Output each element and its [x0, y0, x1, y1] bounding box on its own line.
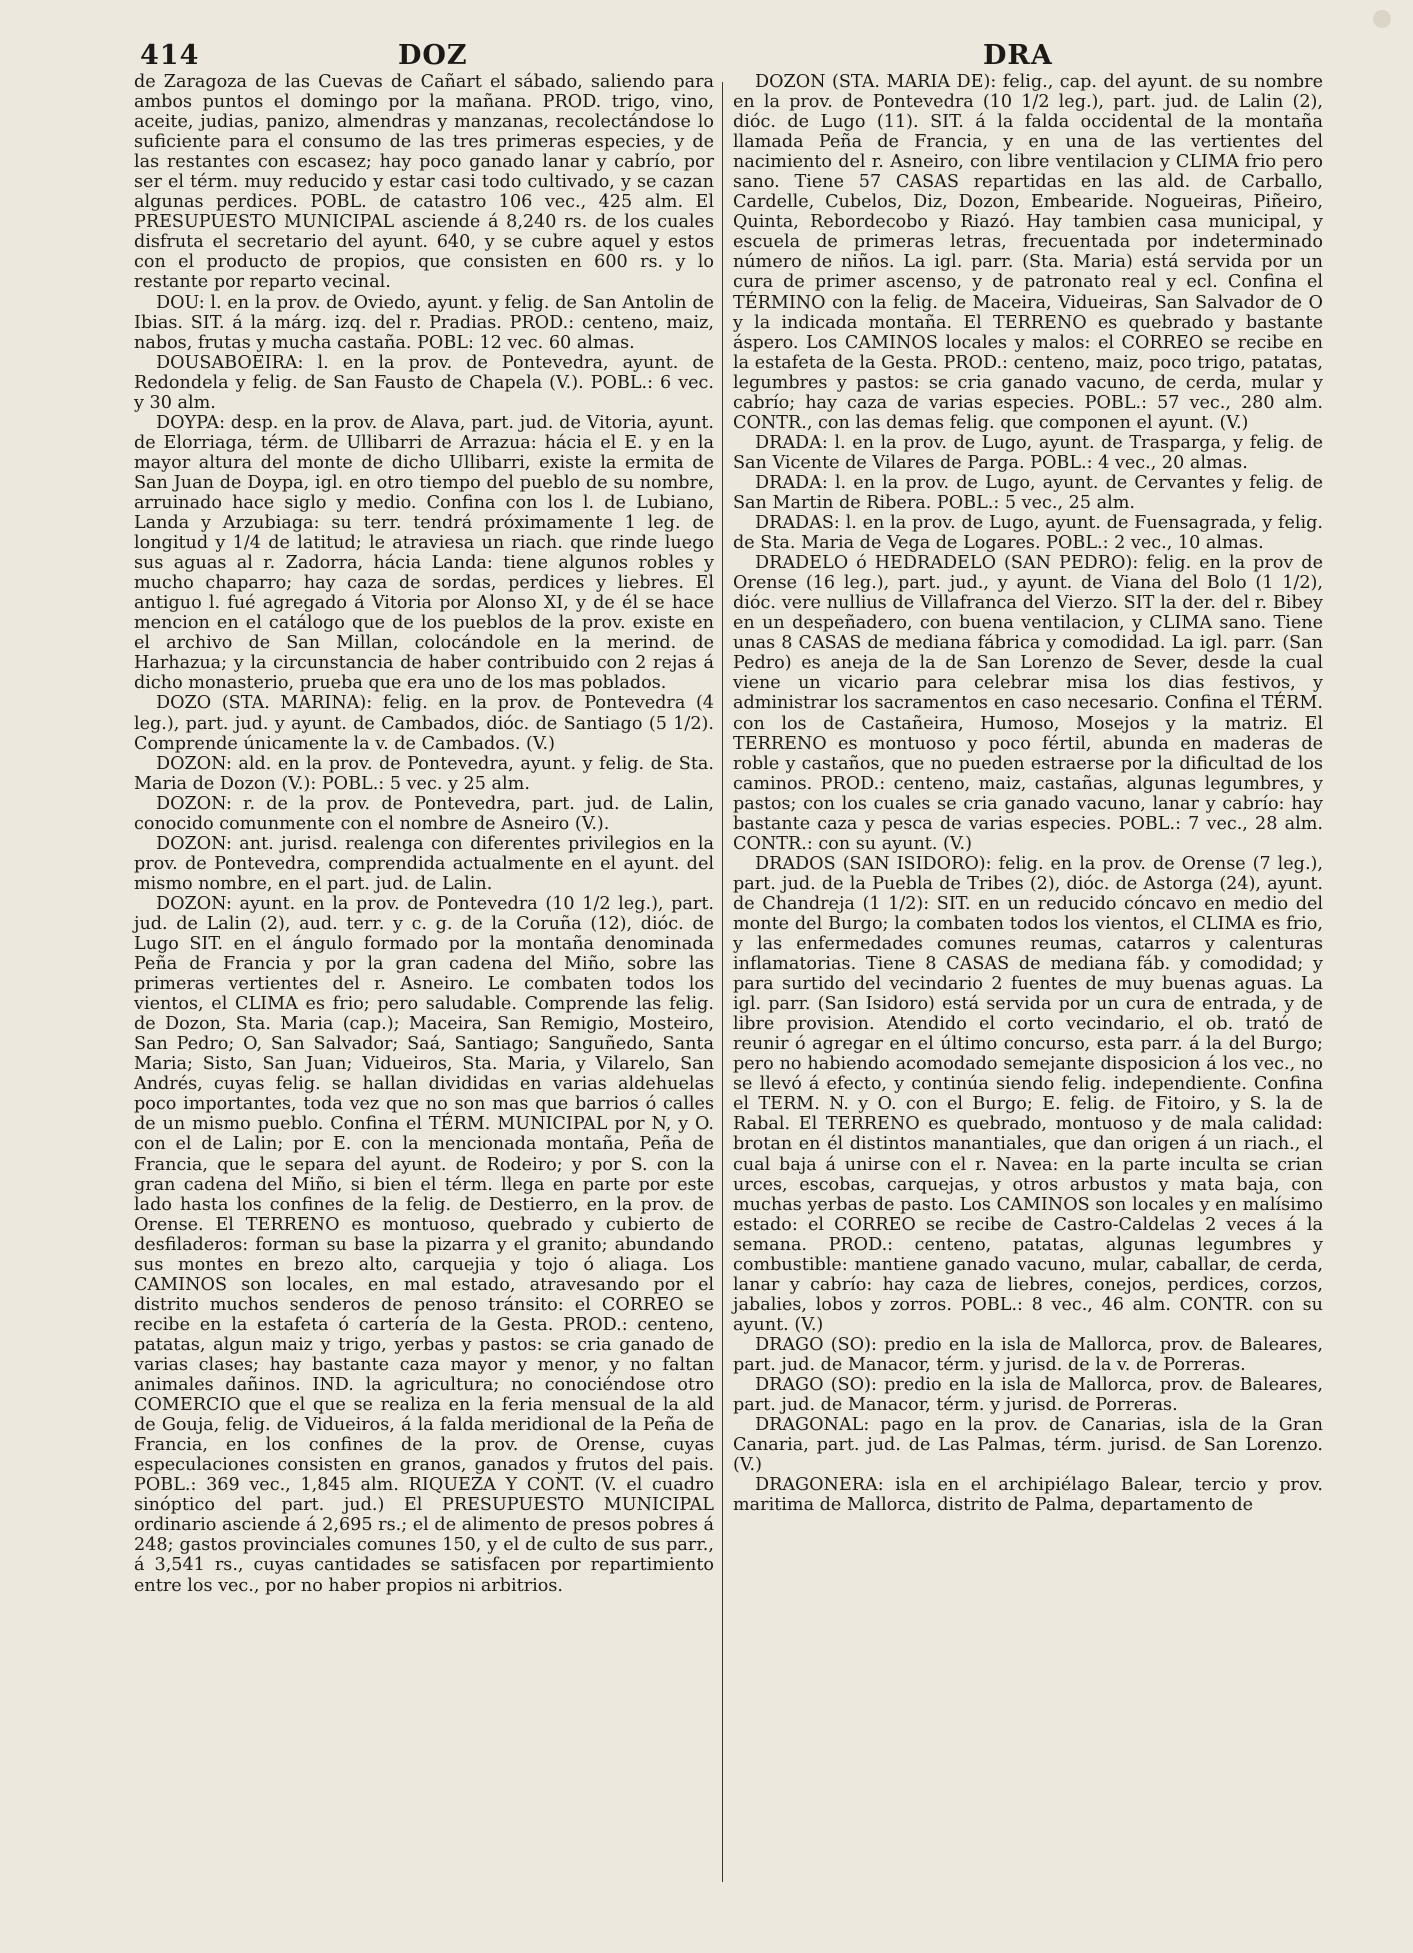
entry-drada-1: DRADA: l. en la prov. de Lugo, ayunt. de Trasparga, y felig. de San Vicente de Vilares de Parga. POBL.: 4 vec., 20 almas.: [733, 432, 1323, 473]
page-number: 414: [140, 40, 200, 71]
entry-dozo: DOZO (STA. MARINA): felig. en la prov. de Pontevedra (4 leg.), part. jud. y ayunt. de Cambados, dióc. de Santiago (5 1/2). Comprende únicamente la v. de Cambados. (V.): [134, 693, 714, 754]
entry-dragonal: DRAGONAL: pago en la prov. de Canarias, isla de la Gran Canaria, part. jud. de Las Palmas, térm. jurisd. de San Lorenzo. (V.): [733, 1415, 1323, 1476]
entry-dradas: DRADAS: l. en la prov. de Lugo, ayunt. de Fuensagrada, y felig. de Sta. Maria de Vega de Logares. POBL.: 2 vec., 10 almas.: [733, 513, 1323, 554]
entry-continuation: de Zaragoza de las Cuevas de Cañart el sábado, saliendo para ambos puntos el domingo por la mañana. PROD. trigo, vino, aceite, judias, panizo, almendras y manzanas, recolectándose lo suficiente para el consumo de las tres primeras especies, y de las restantes con escasez; hay poco ganado lanar y cabrío, por ser el térm. muy reducido y estar casi todo cultivado, y se cazan algunas perdices. POBL. de catastro 106 vec., 425 alm. El PRESUPUESTO MUNICIPAL asciende á 8,240 rs. de los cuales disfruta el secretario del ayunt. 640, y se cubre aquel y estos con el producto de propios, que consisten en 600 rs. y lo restante por reparto vecinal.: [134, 72, 714, 293]
entry-dozon-jurisd: DOZON: ant. jurisd. realenga con diferentes privilegios en la prov. de Pontevedra, comprendida actualmente en el ayunt. del mismo nombre, en el part. jud. de Lalin.: [134, 833, 714, 894]
entry-dragonera: DRAGONERA: isla en el archipiélago Balear, tercio y prov. maritima de Mallorca, distrito de Palma, departamento de: [733, 1475, 1323, 1516]
entry-doypa: DOYPA: desp. en la prov. de Alava, part. jud. de Vitoria, ayunt. de Elorriaga, térm. de Ullibarri de Arrazua: hácia el E. y en la mayor altura del monte de dicho Ullibarri, existe la ermita de San Juan de Doypa, igl. en otro tiempo del pueblo de su nombre, arruinado hace siglo y medio. Confina con los l. de Lubiano, Landa y Arzubiaga: su terr. tendrá próximamente 1 leg. de longitud y 1/4 de latitud; le atraviesa un riach. que rinde luego sus aguas al r. Zadorra, hácia Landa: tiene algunos robles y mucho chaparro; hay caza de sordas, perdices y liebres. El antiguo l. fué agregado á Vitoria por Alonso XI, y de él se hace mencion en el catálogo que de los pueblos de la prov. existe en el archivo de San Millan, colocándole en la merind. de Harhazua; y la circunstancia de haber contribuido con 2 rejas á dicho monasterio, prueba que era uno de los mas poblados.: [134, 412, 714, 694]
entry-drados: DRADOS (SAN ISIDORO): felig. en la prov. de Orense (7 leg.), part. jud. de la Puebla de Tribes (2), dióc. de Astorga (24), ayunt. de Chandreja (1 1/2): SIT. en un reducido cóncavo en medio del monte del Burgo; la combaten todos los vientos, el CLIMA es frio, y las enfermedades comunes reumas, catarros y calenturas inflamatorias. Tiene 8 CASAS de mediana fáb. y comodidad; y para surtido del vecindario 2 fuentes de muy buenas aguas. La igl. parr. (San Isidoro) está servida por un cura de entrada, y de libre provision. Atendido el corto vecindario, el ob. trató de reunir ó agregar en el último concurso, esta parr. á la del Burgo; pero no habiendo acomodado semejante disposicion á los vec., no se llevó á efecto, y continúa siendo felig. independiente. Confina el TERM. N. y O. con el Burgo; E. felig. de Fitoiro, y S. la de Rabal. El TERRENO es quebrado, montuoso y de mala calidad: brotan en él distintos manantiales, que dan origen á un riach., el cual baja á unirse con el r. Navea: en la parte inculta se crian urces, escobas, carquejas, y otros arbustos y mata baja, con muchas yerbas de pasto. Los CAMINOS son locales y en malísimo estado: el CORREO se recibe de Castro-Caldelas 2 veces á la semana. PROD.: centeno, patatas, algunas legumbres y combustible: mantiene ganado vacuno, mular, caballar, de cerda, lanar y cabrío: hay caza de liebres, conejos, perdices, corzos, jabalies, lobos y zorros. POBL.: 8 vec., 46 alm. CONTR. con su ayunt. (V.): [733, 853, 1323, 1335]
entry-dradelo: DRADELO ó HEDRADELO (SAN PEDRO): felig. en la prov de Orense (16 leg.), part. jud., y ayunt. de Viana del Bolo (1 1/2), dióc. vere nullius de Villafranca del Vierzo. SIT la der. del r. Bibey en un despeñadero, con buena ventilacion, y CLIMA sano. Tiene unas 8 CASAS de mediana fábrica y comodidad. La igl. parr. (San Pedro) es aneja de la de San Lorenzo de Sever, desde la cual viene un vicario para celebrar misa los dias festivos, y administrar los sacramentos en caso necesario. Confina el TÉRM. con los de Castañeira, Humoso, Mosejos y la matriz. El TERRENO es montuoso y poco fértil, abunda en maderas de roble y castaños, que no pueden estraerse por la dificultad de los caminos. PROD.: centeno, maiz, castañas, algunas legumbres, y pastos; con los cuales se cria ganado vacuno, lanar y cabrío: hay bastante caza y pesca de varias especies. POBL.: 7 vec., 28 alm. CONTR.: con su ayunt. (V.): [733, 553, 1323, 854]
column-divider: [722, 82, 723, 1882]
entry-dou: DOU: l. en la prov. de Oviedo, ayunt. y felig. de San Antolin de Ibias. SIT. á la márg. izq. del r. Pradias. PROD.: centeno, maiz, nabos, frutas y mucha castaña. POBL: 12 vec. 60 almas.: [134, 292, 714, 353]
entry-drago-1: DRAGO (SO): predio en la isla de Mallorca, prov. de Baleares, part. jud. de Manacor, térm. y jurisd. de la v. de Porreras.: [733, 1334, 1323, 1375]
right-running-head: DRA: [983, 40, 1053, 71]
entry-dousaboeira: DOUSABOEIRA: l. en la prov. de Pontevedra, ayunt. de Redondela y felig. de San Fausto de Chapela (V.). POBL.: 6 vec. y 30 alm.: [134, 352, 714, 413]
entry-drada-2: DRADA: l. en la prov. de Lugo, ayunt. de Cervantes y felig. de San Martin de Ribera. POBL.: 5 vec., 25 alm.: [733, 472, 1323, 513]
right-column: [733, 72, 1323, 1515]
entry-dozon-ald: DOZON: ald. en la prov. de Pontevedra, ayunt. y felig. de Sta. Maria de Dozon (V.): POBL.: 5 vec. y 25 alm.: [134, 753, 714, 794]
entry-drago-2: DRAGO (SO): predio en la isla de Mallorca, prov. de Baleares, part. jud. de Manacor, térm. y jurisd. de Porreras.: [733, 1375, 1323, 1416]
left-running-head: DOZ: [398, 40, 468, 71]
entry-dozon-ayunt: DOZON: ayunt. en la prov. de Pontevedra (10 1/2 leg.), part. jud. de Lalin (2), aud. terr. y c. g. de la Coruña (12), dióc. de Lugo SIT. en el ángulo formado por la montaña denominada Peña de Francia y por la gran cadena del Miño, sobre las primeras vertientes del r. Asneiro. Le combaten todos los vientos, el CLIMA es frio; pero saludable. Comprende las felig. de Dozon, Sta. Maria (cap.); Maceira, San Remigio, Mosteiro, San Pedro; O, San Salvador; Saá, Santiago; Sanguñedo, Santa Maria; Sisto, San Juan; Vidueiros, Sta. Maria, y Vilarelo, San Andrés, cuyas felig. se hallan divididas en varias aldehuelas poco importantes, toda vez que no son mas que barrios ó calles de un mismo pueblo. Confina el TÉRM. MUNICIPAL por N, y O. con el de Lalin; por E. con la mencionada montaña, Peña de Francia, que le separa del ayunt. de Rodeiro; y por S. con la gran cadena del Miño, si bien el térm. llega en parte por este lado hasta los confines de la felig. de Destierro, en la prov. de Orense. El TERRENO es montuoso, quebrado y cubierto de desfiladeros: forman su base la pizarra y el granito; abundando sus montes en brezo alto, carquejia y tojo ó aliaga. Los CAMINOS son locales, en mal estado, atravesando por el distrito muchos senderos de penoso tránsito: el CORREO se recibe en la estafeta ó cartería de la Gesta. PROD.: centeno, patatas, algun maiz y trigo, yerbas y pastos: se cria ganado de varias clases; hay bastante caza mayor y menor, y no faltan animales dañinos. IND. la agricultura; no conociéndose otro COMERCIO que el que se realiza en la feria mensual de la ald de Gouja, felig. de Vidueiros, á la falda meridional de la Peña de Francia, en los confines de la prov. de Orense, cuyas especulaciones consisten en granos, ganados y frutos del pais. POBL.: 369 vec., 1,845 alm. RIQUEZA Y CONT. (V. el cuadro sinóptico del part. jud.) El PRESUPUESTO MUNICIPAL ordinario asciende á 2,695 rs.; el de alimento de presos pobres á 248; gastos provinciales comunes 150, y el de culto de sus parr., á 3,541 rs., cuyas cantidades se satisfacen por repartimiento entre los vec., por no haber propios ni arbitrios.: [134, 893, 714, 1596]
entry-dozon-river: DOZON: r. de la prov. de Pontevedra, part. jud. de Lalin, conocido comunmente con el nombre de Asneiro (V.).: [134, 793, 714, 834]
paper-stain: [1373, 10, 1391, 28]
left-column: [134, 72, 714, 1596]
entry-dozon-sta-maria: DOZON (STA. MARIA DE): felig., cap. del ayunt. de su nombre en la prov. de Pontevedra (10 1/2 leg.), part. jud. de Lalin (2), dióc. de Lugo (11). SIT. á la falda occidental de la montaña llamada Peña de Francia, y en una de las vertientes del nacimiento del r. Asneiro, con libre ventilacion y CLIMA frio pero sano. Tiene 57 CASAS repartidas en las ald. de Carballo, Cardelle, Cubelos, Diz, Dozon, Embearide. Nogueiras, Piñeiro, Quinta, Rebordecobo y Riazó. Hay tambien casa municipal, y escuela de primeras letras, frecuentada por indeterminado número de niños. La igl. parr. (Sta. Maria) está servida por un cura de primer ascenso, y de patronato real y ecl. Confina el TÉRMINO con la felig. de Maceira, Vidueiras, San Salvador de O y la indicada montaña. El TERRENO es quebrado y bastante áspero. Los CAMINOS locales y malos: el CORREO se recibe en la estafeta de la Gesta. PROD.: centeno, maiz, poco trigo, patatas, legumbres y pastos: se cria ganado vacuno, de cerda, mular y cabrío; hay caza de varias especies. POBL.: 57 vec., 280 alm. CONTR., con las demas felig. que componen el ayunt. (V.): [733, 72, 1323, 433]
